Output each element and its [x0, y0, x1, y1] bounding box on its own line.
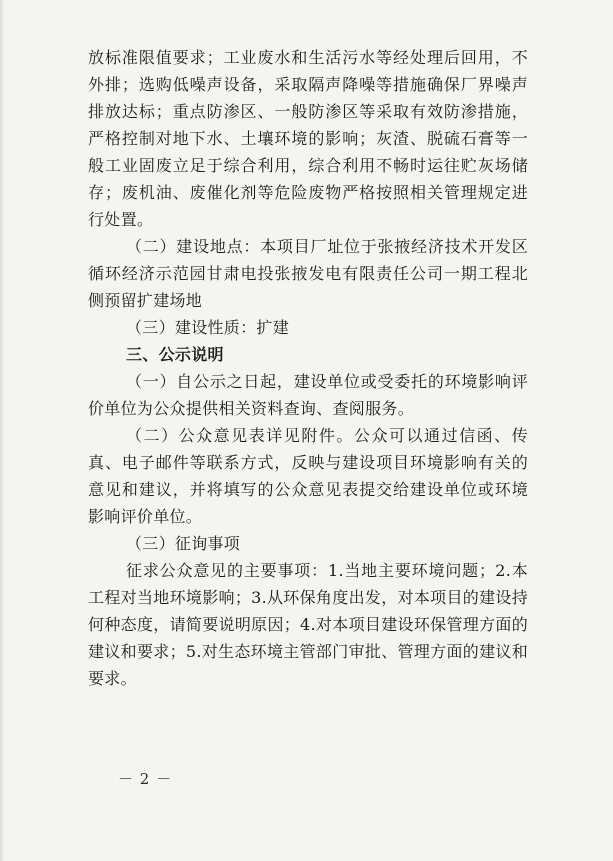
- paragraph-notice-3-title: （三）征询事项: [126, 534, 241, 553]
- paragraph-notice-1: （一）自公示之日起，建设单位或受委托的环境影响评价单位为公众提供相关资料查询、查阅服务。: [88, 372, 528, 418]
- scan-edge-shadow: [0, 0, 4, 861]
- paragraph-construction-site: [88, 233, 528, 314]
- construction-site-text: 本项目厂址位于张掖经济技术开发区循环经济示范园甘肃电投张掖发电有限责任公司一期工程北侧预留扩建场地: [88, 237, 528, 310]
- section-heading-notice: 三、公示说明: [126, 345, 224, 364]
- paragraph-notice-2: （二）公众意见表详见附件。公众可以通过信函、传真、电子邮件等联系方式，反映与建设项目环境影响有关的意见和建议，并将填写的公众意见表提交给建设单位或环境影响评价单位。: [88, 426, 528, 526]
- paragraph-construction-nature: [88, 314, 528, 341]
- construction-nature-text: 扩建: [256, 318, 290, 337]
- paragraph-pollution-measures: 放标准限值要求；工业废水和生活污水等经处理后回用，不外排；选购低噪声设备，采取隔声降噪等措施确保厂界噪声排放达标；重点防渗区、一般防渗区等采取有效防渗措施，严格控制对地下水、土壤环境的影响；灰渣、脱硫石膏等一般工业固废立足于综合利用，综合利用不畅时运往贮灰场储存；废机油、废催化剂等危险废物严格按照相关管理规定进行处置。: [88, 48, 528, 229]
- document-body: [88, 44, 528, 692]
- construction-site-label: （二）建设地点：: [126, 237, 261, 256]
- construction-nature-label: （三）建设性质：: [126, 318, 257, 337]
- page-number: － 2 －: [118, 770, 173, 788]
- paragraph-consultation-items: 征求公众意见的主要事项：1.当地主要环境问题；2.本工程对当地环境影响；3.从环保角度出发，对本项目的建设持何种态度，请简要说明原因；4.对本项目建设环保管理方面的建议和要求；5.对生态环境主管部门审批、管理方面的建议和要求。: [88, 561, 528, 688]
